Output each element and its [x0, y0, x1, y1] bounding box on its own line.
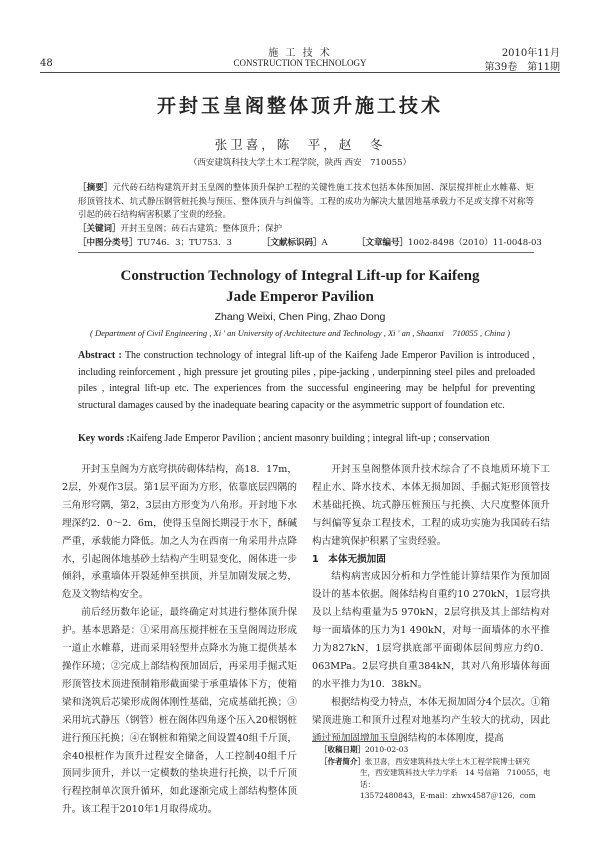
received-label: ［收稿日期］ [320, 745, 365, 754]
article-title-cn: 开封玉皇阁整体顶升施工技术 [156, 95, 443, 117]
received-date [320, 744, 555, 756]
affiliation-en: ( Department of Civil Engineering , Xi ' an University of Architecture and Technology , Xi ' an , Shaanxi 710055 , China ) [90, 328, 510, 338]
volume-issue: 第39卷 第11期 [484, 62, 560, 73]
body-paragraph: 结构病害成因分析和力学性能计算结果作为预加固设计的基本依据。阁体结构自重约10 270kN，1层穹拱及以上结构重量为5 970kN，2层穹拱及其上部结构对每一面墙体的压力为1 490kN，对每一面墙体的水平推力为827kN，1层穹拱底部平面砌体层间剪应力约0．063MPa。2层穹拱自重384kN，其对八角形墙体每面的水平推力为10．38kN。 [312, 571, 550, 690]
classification-doc [262, 237, 328, 251]
doc-code-label: ［文献标识码］ [262, 238, 322, 248]
keywords-cn [78, 223, 534, 237]
abstract-en-text: The construction technology of integral lift-up of the Kaifeng Jade Emperor Pavilion is introduced , including reinforcement , high pressure jet grouting piles , pipe-jacking , underpinning steel piles and preloaded piles , integral lift-up etc. The experiences from the successful engineering may be helpful for preventing structural damages caused by the inadequate bearing capacity or the asymmetric support of foundation etc. [78, 350, 535, 411]
intro-paragraph: 开封玉皇阁整体顶升技术综合了不良地质环境下工程止水、降水技术、本体无损加固、手掘式矩形顶管技术基础托换、坑式静压桩预压与托换、大尺度整体顶升与纠偏等复杂工程技术，工程的成功实施为我国砖石结构古建筑保护积累了宝贵经验。 [312, 464, 550, 547]
doc-code-value: A [321, 238, 328, 248]
clc-label: ［中图分类号］ [78, 238, 138, 248]
classification-article [357, 237, 542, 251]
received-value: 2010-02-03 [365, 745, 409, 754]
right-column [312, 461, 550, 748]
affiliation-cn: （西安建筑科技大学土木工程学院，陕西 西安 710055） [188, 158, 412, 168]
article-title-en: Construction Technology of Integral Lift-up for Kaifeng Jade Emperor Pavilion [120, 268, 480, 305]
authors-cn: 张卫喜，陈 平，赵 冬 [214, 137, 386, 152]
abstract-cn-label: ［摘要］ [78, 183, 113, 193]
footnote [320, 744, 555, 802]
abstract-cn [78, 182, 534, 223]
author-bio-line: 生，西安建筑科技大学力学系 14 号信箱 710055，电话： [360, 768, 551, 789]
classification-clc [78, 237, 232, 251]
journal-title-cn: 施 工 技 术 [268, 48, 332, 59]
section-heading: 1 本体无损加固 [312, 553, 386, 565]
keywords-en [78, 432, 548, 446]
clc-value: TU746．3；TU753．3 [137, 238, 232, 248]
abstract-cn-text: 元代砖石结构建筑开封玉皇阁的整体顶升保护工程的关键性施工技术包括本体预加固、深层搅拌桩止水帷幕、矩形顶管技术、坑式静压钢管桩托换与预压、整体顶升与纠偏等。工程的成功为解决大量因地基承载力不足或支撑不对称等引起的砖石结构病害积累了宝贵的经验。 [78, 183, 534, 220]
abstract-divider [78, 252, 534, 253]
body-paragraph: 前后经历数年论证，最终确定对其进行整体顶升保护。基本思路是：①采用高压搅拌桩在玉皇阁周边形成一道止水帷幕，进而采用轻型井点降水为施工提供基本操作环境；②完成上部结构预加固后，再采用手掘式矩形顶管技术顶进预制箱形截面梁于承重墙体下方，使箱梁和浇筑后芯梁形成阁体刚性基础，完成基础托换；③采用坑式静压（钢管）桩在阁体四角逐个压入20根钢桩进行预压托换；④在钢桩和箱梁之间设置40组千斤顶，余40根桩作为顶升过程安全储备，人工控制40组千斤顶同步顶升，并以一定模数的垫块进行托换，以千斤顶行程控制单次顶升循环，如此逐渐完成上部结构整体顶升。该工程于2010年1月取得成功。 [62, 607, 297, 816]
keywords-en-text: Kaifeng Jade Emperor Pavilion ; ancient masonry building ; integral lift-up ; conservation [129, 433, 490, 444]
keywords-cn-label: ［关键词］ [78, 224, 121, 234]
page-number: 48 [40, 58, 53, 69]
article-no-label: ［文章编号］ [357, 238, 409, 248]
author-bio-line: 张卫喜，西安建筑科技大学土木工程学院博士研究 [365, 756, 530, 766]
body-paragraph: 开封玉皇阁为方底穹拱砖砌体结构，高18．17m，2层，外观作3层。第1层平面为方形，依靠底层四隅的三角形穹隅，第2，3层由方形变为八角形。开封地下水埋深约2．0～2．6m，使得玉皇阁长期浸于水下，酥碱严重，承载能力降低。加之人为在西南一角采用井点降水，引起阁体地基砂土结构产生明显变化，阁体进一步倾斜，承重墙体开裂延伸至拱顶，并呈加剧发展之势，危及文物结构安全。 [62, 464, 297, 601]
keywords-en-label: Key words : [78, 433, 130, 444]
article-no-value: 1002-8498（2010）11-0048-03 [408, 238, 542, 248]
body-paragraph: 根据结构受力特点，本体无损加固分4个层次。①箱梁顶进施工和顶升过程对地基均产生较大的扰动，因此通过预加固增加玉皇阁结构的本体刚度，提高 [312, 696, 550, 744]
footnote-rule [312, 741, 402, 742]
issue-date: 2010年11月 [501, 48, 560, 59]
header-rule [40, 72, 560, 73]
left-column [62, 461, 297, 819]
journal-title-en: CONSTRUCTION TECHNOLOGY [233, 58, 367, 68]
keywords-cn-text: 开封玉皇阁；砖石古建筑；整体顶升；保护 [120, 224, 283, 234]
author-bio-line: 13572480843，E-mail：zhwx4587＠126．com [360, 791, 536, 800]
author-bio-label: ［作者简介］ [320, 756, 365, 766]
abstract-en-label: Abstract : [78, 350, 122, 361]
abstract-en [78, 348, 535, 414]
authors-en: Zhang Weixi, Chen Ping, Zhao Dong [214, 311, 386, 323]
author-bio [320, 756, 555, 768]
